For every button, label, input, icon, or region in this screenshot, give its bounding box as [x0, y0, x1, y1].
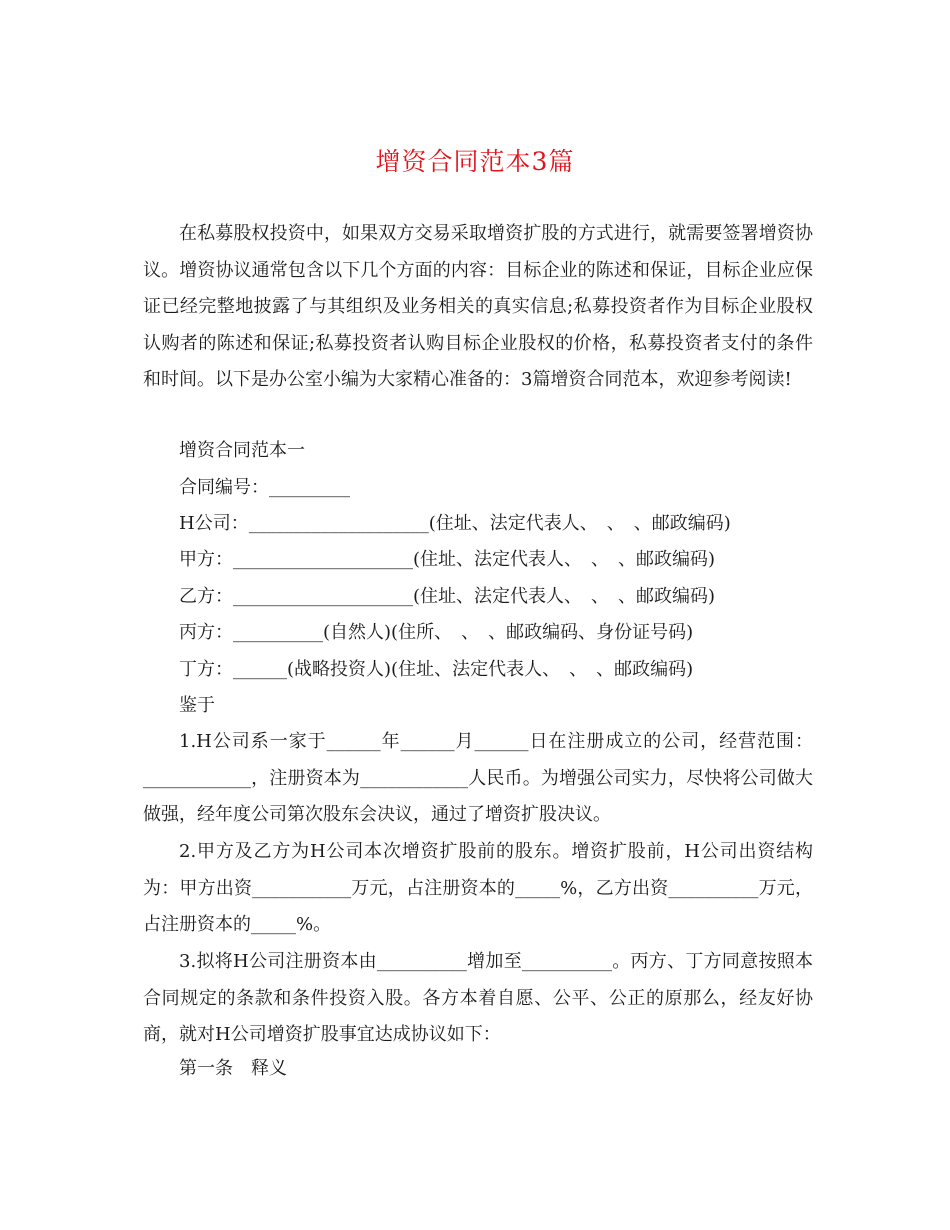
party-b-line: 乙方：____________________(住址、法定代表人、 、 、邮政编码) — [179, 586, 716, 607]
intro-paragraph: 在私募股权投资中，如果双方交易采取增资扩股的方式进行，就需要签署增资协议。增资协议通常包含以下几个方面的内容：目标企业的陈述和保证，目标企业应保证已经完整地披露了与其组织及业务相关的真实信息;私募投资者作为目标企业股权认购者的陈述和保证;私募投资者认购目标企业股权的价格，私募投资者支付的条件和时间。以下是办公室小编为大家精心准备的：3篇增资合同范本，欢迎参考阅读! — [143, 223, 813, 390]
party-c-line: 丙方：__________(自然人)(住所、 、 、邮政编码、身份证号码) — [179, 622, 694, 643]
section-heading: 增资合同范本一 — [179, 440, 305, 461]
document-title: 增资合同范本3篇 — [375, 147, 575, 176]
whereas-heading: 鉴于 — [179, 695, 215, 716]
clause-1-paragraph: 1.H公司系一家于______年______月______日在注册成立的公司，经营范围：____________，注册资本为____________人民币。为增强公司实力，尽快将公司做大做强，经年度公司第次股东会决议，通过了增资扩股决议。 — [143, 731, 813, 825]
party-a-line: 甲方：____________________(住址、法定代表人、 、 、邮政编码) — [179, 549, 716, 570]
clause-3-paragraph: 3.拟将H公司注册资本由__________增加至__________。丙方、丁方同意按照本合同规定的条款和条件投资入股。各方本着自愿、公平、公正的原那么，经友好协商，就对H公司增资扩股事宜达成协议如下： — [143, 951, 813, 1045]
clause-2-paragraph: 2.甲方及乙方为H公司本次增资扩股前的股东。增资扩股前，H公司出资结构为：甲方出资___________万元，占注册资本的_____%，乙方出资__________万元，占注册资本的_____%。 — [143, 841, 813, 935]
article-1-heading: 第一条 释义 — [179, 1058, 287, 1079]
contract-number-line: 合同编号：_________ — [179, 477, 350, 498]
party-d-line: 丁方：______(战略投资人)(住址、法定代表人、 、 、邮政编码) — [179, 659, 694, 680]
party-h-line: H公司：____________________(住址、法定代表人、 、 、邮政编码) — [179, 513, 731, 534]
